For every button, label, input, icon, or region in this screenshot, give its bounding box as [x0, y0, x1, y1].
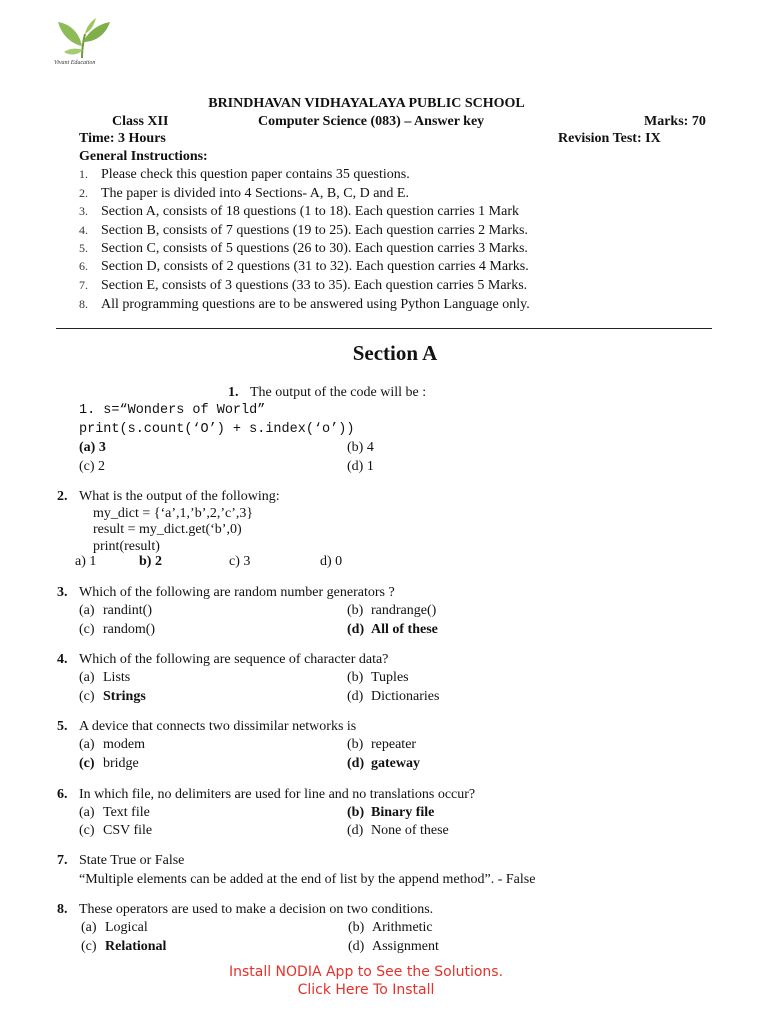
question-6: 6. In which file, no delimiters are used for line and no translations occur? — [57, 787, 476, 802]
q5-option-b: (b) repeater — [347, 737, 417, 752]
click-to-install-link[interactable]: Click Here To Install — [297, 982, 435, 998]
q2-option-b: b) 2 — [139, 554, 162, 569]
question-3: 3. Which of the following are random number generators ? — [57, 585, 395, 600]
q8-option-d: (d) Assignment — [348, 939, 439, 954]
q1-option-b: (b) 4 — [347, 440, 374, 455]
school-name: BRINDHAVAN VIDHAYALAYA PUBLIC SCHOOL — [208, 96, 525, 111]
q6-option-b: (b) Binary file — [347, 805, 435, 820]
q4-option-c: (c) Strings — [79, 689, 146, 704]
question-4: 4. Which of the following are sequence of character data? — [57, 652, 389, 667]
install-app-link[interactable]: Install NODIA App to See the Solutions. — [228, 964, 504, 980]
section-title: Section A — [352, 341, 438, 365]
instruction-item: 8. All programming questions are to be answered using Python Language only. — [79, 297, 530, 312]
class-label: Class XII — [112, 114, 169, 129]
q6-option-a: (a) Text file — [79, 805, 150, 820]
q1-code-line: 1. s=“Wonders of World” — [79, 403, 266, 418]
q2-option-a: a) 1 — [75, 554, 97, 569]
q5-option-a: (a) modem — [79, 737, 145, 752]
q1-option-a: (a) 3 — [79, 440, 106, 455]
q2-code-line: my_dict = {‘a’,1,’b’,2,’c’,3} — [93, 506, 254, 521]
instruction-item: 7. Section E, consists of 3 questions (33 to 35). Each question carries 5 Marks. — [79, 278, 528, 293]
instruction-item: 5. Section C, consists of 5 questions (26 to 30). Each question carries 3 Marks. — [79, 241, 528, 256]
instruction-item: 1. Please check this question paper contains 35 questions. — [79, 167, 410, 182]
q3-option-d: (d) All of these — [347, 622, 438, 637]
q5-option-d: (d) gateway — [347, 756, 420, 771]
q2-code-line: print(result) — [93, 539, 160, 554]
instruction-item: 2. The paper is divided into 4 Sections- A, B, C, D and E. — [79, 186, 409, 201]
q8-option-c: (c) Relational — [81, 939, 167, 954]
q1-option-c: (c) 2 — [79, 459, 106, 474]
test-label: Revision Test: IX — [558, 131, 661, 146]
q5-option-c: (c) bridge — [79, 756, 139, 771]
q3-option-c: (c) random() — [79, 622, 156, 637]
question-5: 5. A device that connects two dissimilar networks is — [57, 719, 357, 734]
subject-label: Computer Science (083) – Answer key — [258, 114, 485, 129]
logo-caption: Vivant Education — [54, 60, 96, 66]
q2-option-c: c) 3 — [229, 554, 251, 569]
q8-option-b: (b) Arithmetic — [348, 920, 433, 935]
marks-label: Marks: 70 — [644, 114, 706, 129]
instructions-title: General Instructions: — [79, 149, 208, 164]
question-8: 8. These operators are used to make a decision on two conditions. — [57, 902, 434, 917]
q1-code-line: print(s.count(‘O’) + s.index(‘o’)) — [79, 422, 355, 437]
instruction-item: 4. Section B, consists of 7 questions (19 to 25). Each question carries 2 Marks. — [79, 223, 528, 238]
divider — [56, 328, 712, 329]
instruction-item: 3. Section A, consists of 18 questions (1 to 18). Each question carries 1 Mark — [79, 204, 519, 219]
question-7: 7. State True or False — [57, 853, 185, 868]
school-logo — [52, 14, 116, 72]
q8-option-a: (a) Logical — [81, 920, 148, 935]
q4-option-d: (d) Dictionaries — [347, 689, 440, 704]
q4-option-b: (b) Tuples — [347, 670, 409, 685]
question-1: 1. The output of the code will be : — [228, 385, 427, 400]
q2-option-d: d) 0 — [320, 554, 343, 569]
instruction-item: 6. Section D, consists of 2 questions (31 to 32). Each question carries 4 Marks. — [79, 259, 529, 274]
q3-option-b: (b) randrange() — [347, 603, 437, 618]
question-2: 2. What is the output of the following: — [57, 489, 280, 504]
q7-answer: “Multiple elements can be added at the end of list by the append method”. - False — [79, 872, 536, 887]
q6-option-c: (c) CSV file — [79, 823, 153, 838]
q1-option-d: (d) 1 — [347, 459, 374, 474]
q6-option-d: (d) None of these — [347, 823, 449, 838]
q4-option-a: (a) Lists — [79, 670, 131, 685]
time-label: Time: 3 Hours — [79, 131, 166, 146]
q3-option-a: (a) randint() — [79, 603, 152, 618]
q2-code-line: result = my_dict.get(‘b’,0) — [93, 522, 242, 537]
